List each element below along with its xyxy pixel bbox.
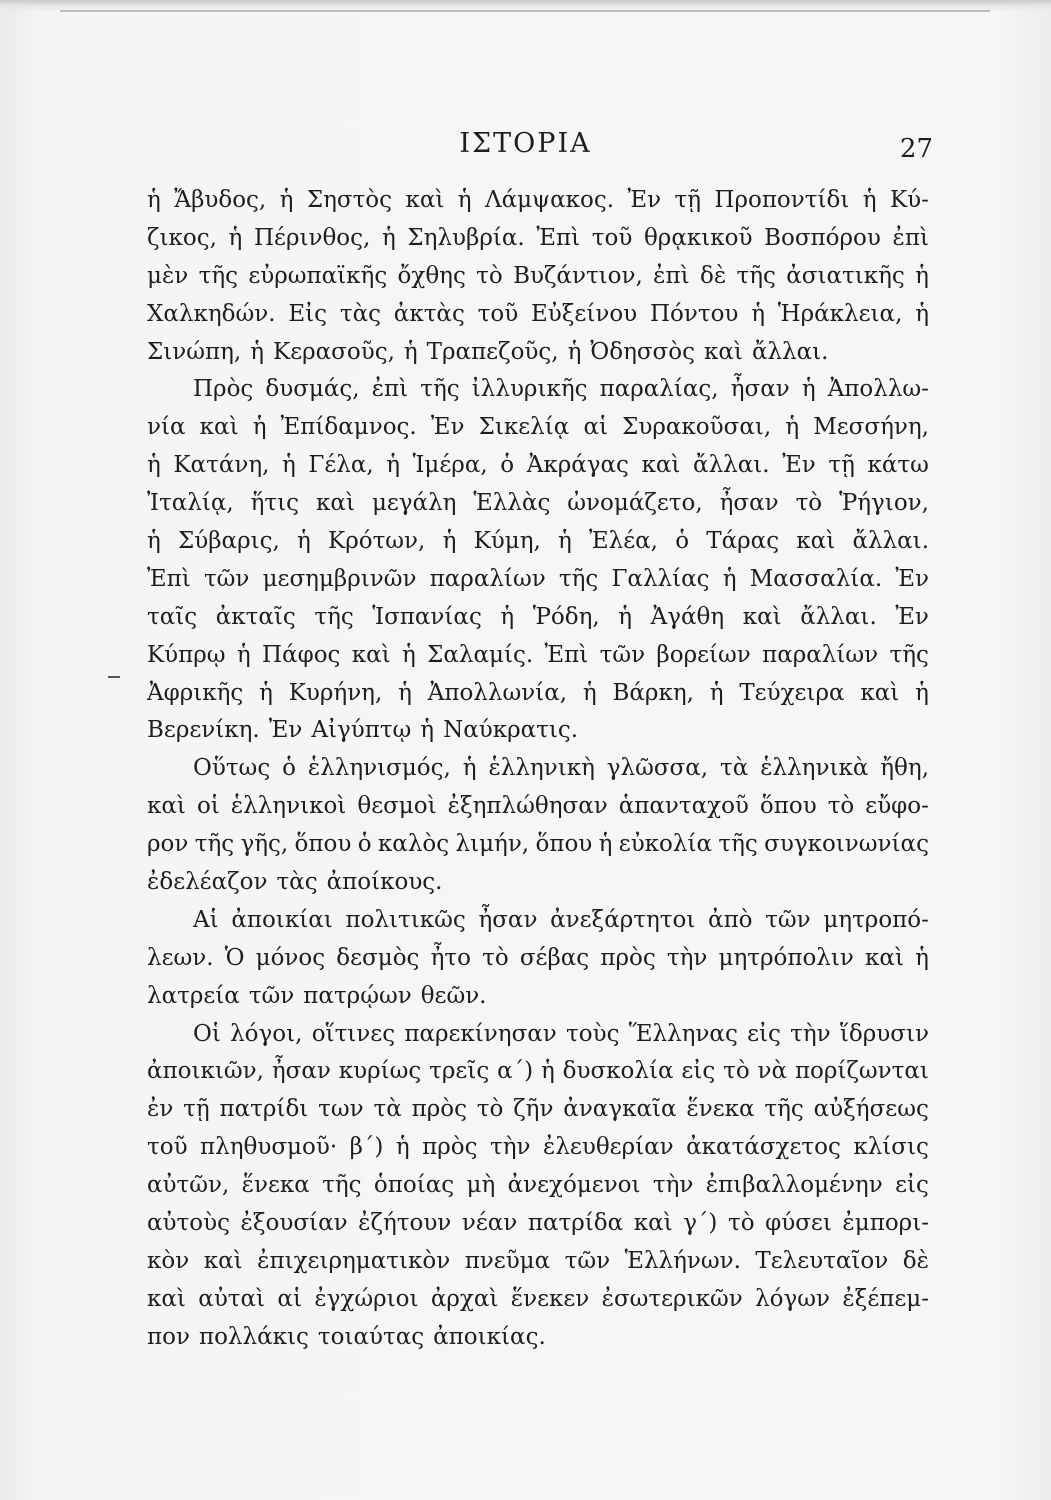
text-line: ρον τῆς γῆς, ὅπου ὁ καλὸς λιμήν, ὅπου ἡ εὐκολία τῆς συγκοινωνίας (147, 831, 929, 858)
text-line: τοῦ πληθυσμοῦ· β΄) ἡ πρὸς τὴν ἐλευθερίαν ἀκατάσχετος κλίσις (147, 1134, 929, 1161)
body-text (147, 182, 929, 1357)
text-line: Βερενίκη. Ἐν Αἰγύπτῳ ἡ Ναύκρατις. (147, 717, 579, 744)
text-line: καὶ αὐταὶ αἱ ἐγχώριοι ἀρχαὶ ἕνεκεν ἐσωτερικῶν λόγων ἐξέπεμ- (147, 1285, 929, 1312)
page-top-rule (60, 10, 990, 12)
text-line: κὸν καὶ ἐπιχειρηματικὸν πνεῦμα τῶν Ἑλλήνων. Τελευταῖον δὲ (147, 1247, 929, 1274)
page-number: 27 (899, 134, 933, 164)
text-line: Οἱ λόγοι, οἵτινες παρεκίνησαν τοὺς Ἕλληνας εἰς τὴν ἵδρυσιν (193, 1020, 929, 1047)
text-line: λεων. Ὁ μόνος δεσμὸς ἦτο τὸ σέβας πρὸς τὴν μητρόπολιν καὶ ἡ (147, 944, 929, 971)
text-line: ἡ Σύβαρις, ἡ Κρότων, ἡ Κύμη, ἡ Ἐλέα, ὁ Τάρας καὶ ἄλλαι. (147, 528, 929, 555)
text-line: ταῖς ἀκταῖς τῆς Ἱσπανίας ἡ Ῥόδη, ἡ Ἀγάθη καὶ ἄλλαι. Ἐν (147, 603, 929, 630)
margin-mark (108, 676, 120, 678)
text-line: Ἐπὶ τῶν μεσημβρινῶν παραλίων τῆς Γαλλίας ἡ Μασσαλία. Ἐν (147, 565, 929, 592)
text-line: Σινώπη, ἡ Κερασοῦς, ἡ Τραπεζοῦς, ἡ Ὀδησσὸς καὶ ἄλλαι. (147, 338, 829, 365)
text-line: λατρεία τῶν πατρῴων θεῶν. (147, 982, 487, 1009)
text-line: ἡ Ἄβυδος, ἡ Σηστὸς καὶ ἡ Λάμψακος. Ἐν τῇ Προποντίδι ἡ Κύ- (147, 187, 929, 213)
text-line: ἐν τῇ πατρίδι των τὰ πρὸς τὸ ζῆν ἀναγκαῖα ἕνεκα τῆς αὐξήσεως (147, 1096, 929, 1123)
text-line: Αἱ ἀποικίαι πολιτικῶς ἦσαν ἀνεξάρτητοι ἀπὸ τῶν μητροπό- (193, 906, 929, 933)
text-line: Οὕτως ὁ ἑλληνισμός, ἡ ἑλληνικὴ γλῶσσα, τὰ ἑλληνικὰ ἤθη, (193, 755, 929, 782)
text-line: Ἀφρικῆς ἡ Κυρήνη, ἡ Ἀπολλωνία, ἡ Βάρκη, ἡ Τεύχειρα καὶ ἡ (147, 679, 929, 706)
text-line: ἐδελέαζον τὰς ἀποίκους. (147, 869, 443, 896)
text-line: μὲν τῆς εὐρωπαϊκῆς ὄχθης τὸ Βυζάντιον, ἐπὶ δὲ τῆς ἀσιατικῆς ἡ (147, 262, 929, 289)
text-line: καὶ οἱ ἑλληνικοὶ θεσμοὶ ἐξηπλώθησαν ἁπανταχοῦ ὅπου τὸ εὔφο- (147, 793, 929, 820)
text-line: ἀποικιῶν, ἦσαν κυρίως τρεῖς α΄) ἡ δυσκολία εἰς τὸ νὰ πορίζωνται (147, 1058, 929, 1085)
text-line: πον πολλάκις τοιαύτας ἀποικίας. (147, 1323, 546, 1350)
text-line: Πρὸς δυσμάς, ἐπὶ τῆς ἰλλυρικῆς παραλίας, ἦσαν ἡ Ἀπολλω- (193, 376, 929, 403)
text-line: αὐτοὺς ἐξουσίαν ἐζήτουν νέαν πατρίδα καὶ γ΄) τὸ φύσει ἐμπορι- (147, 1210, 929, 1237)
text-line: νία καὶ ἡ Ἐπίδαμνος. Ἐν Σικελίᾳ αἱ Συρακοῦσαι, ἡ Μεσσήνη, (147, 414, 929, 441)
text-line: Κύπρῳ ἡ Πάφος καὶ ἡ Σαλαμίς. Ἐπὶ τῶν βορείων παραλίων τῆς (147, 641, 929, 668)
running-title: ΙΣΤΟΡΙΑ (459, 128, 592, 159)
text-line: Χαλκηδών. Εἰς τὰς ἀκτὰς τοῦ Εὐξείνου Πόντου ἡ Ἡράκλεια, ἡ (147, 300, 929, 327)
text-line: αὐτῶν, ἕνεκα τῆς ὁποίας μὴ ἀνεχόμενοι τὴν ἐπιβαλλομένην εἰς (147, 1172, 929, 1199)
text-line: Ἰταλίᾳ, ἥτις καὶ μεγάλη Ἑλλὰς ὠνομάζετο, ἦσαν τὸ Ῥήγιον, (147, 490, 929, 517)
text-line: ἡ Κατάνη, ἡ Γέλα, ἡ Ἱμέρα, ὁ Ἀκράγας καὶ ἄλλαι. Ἐν τῇ κάτω (147, 452, 929, 479)
text-line: ζικος, ἡ Πέρινθος, ἡ Σηλυβρία. Ἐπὶ τοῦ θρᾳκικοῦ Βοσπόρου ἐπὶ (147, 224, 929, 251)
